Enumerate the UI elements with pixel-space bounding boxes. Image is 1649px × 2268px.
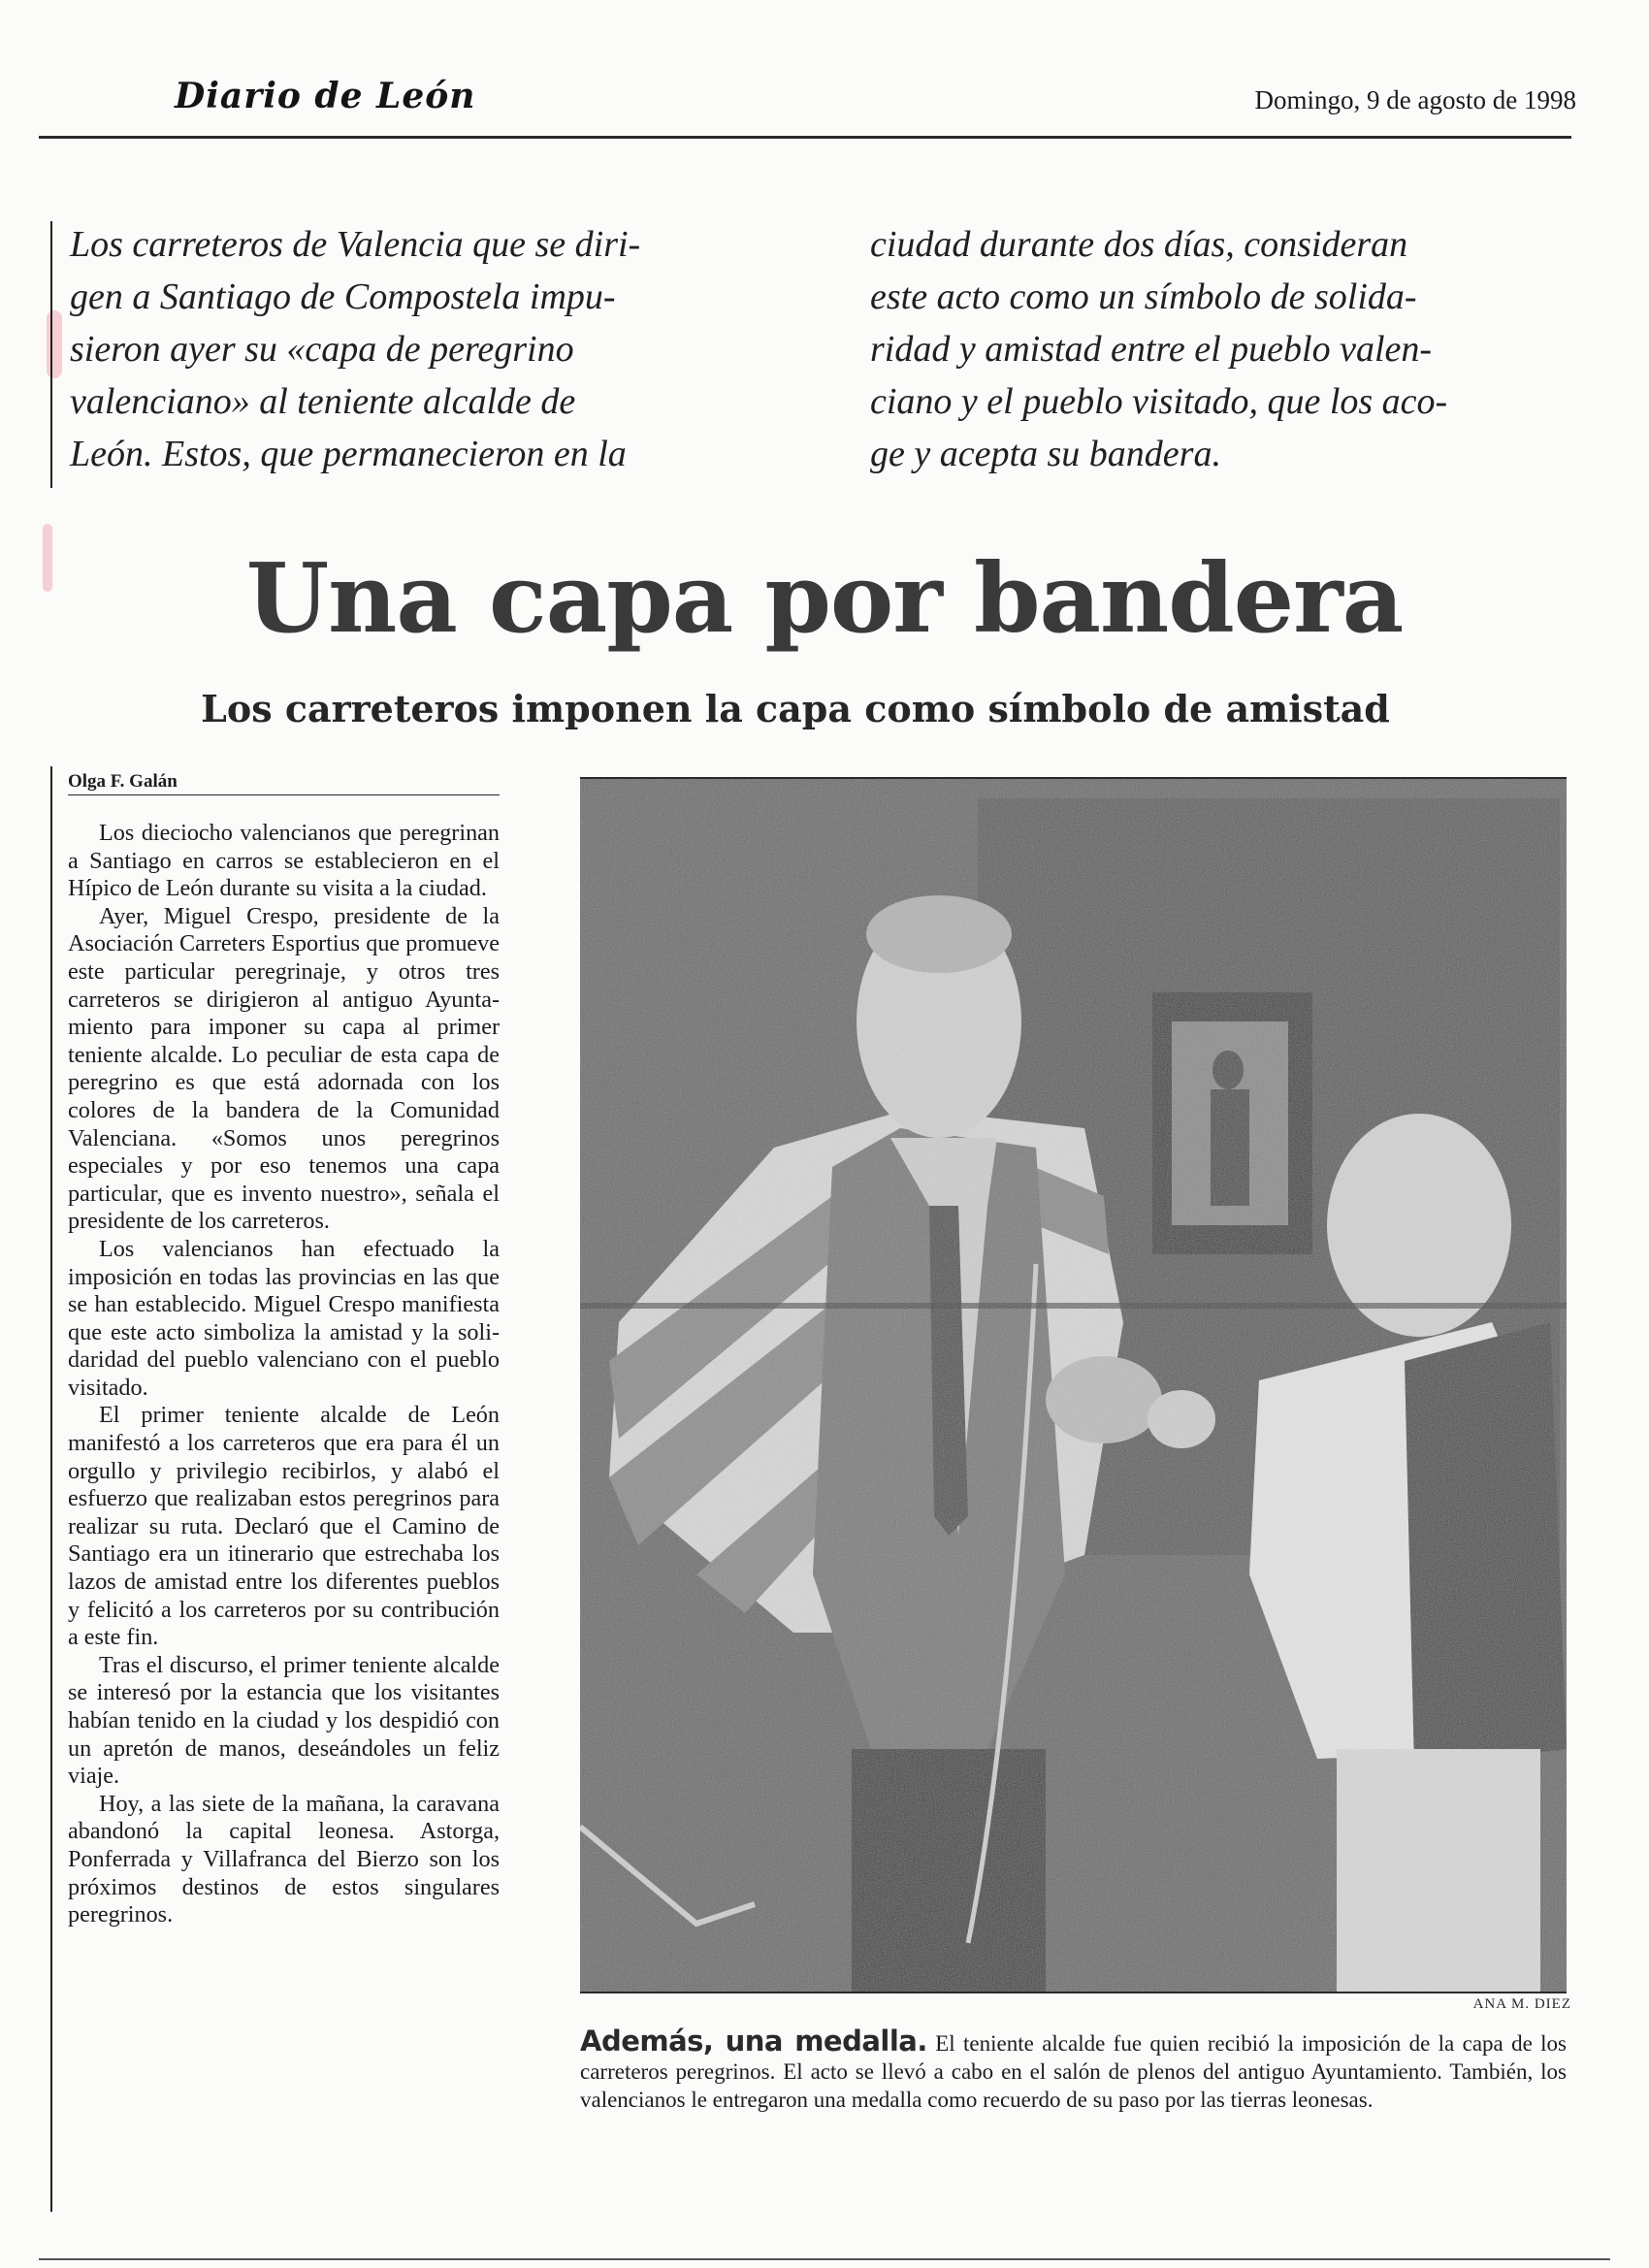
intro-line: León. Estos, que permanecieron en la [70, 434, 627, 474]
margin-stain [47, 310, 62, 378]
intro-column-rule [50, 221, 52, 488]
body-paragraph: Ayer, Miguel Crespo, presidente de la Asociación Carreters Esportius que promueve este particular peregrinaje, y otros tres carreteros se dirigieron al antiguo Ayuntamiento para imponer su capa al primer teniente alcalde. Lo peculiar de esta capa de peregrino es que está adornada con los colores de la bandera de la Comunidad Valenciana. «Somos unos peregrinos especiales y por eso tenemos una capa particular, que es invento nuestro», señala el presidente de los carreteros. [68, 902, 500, 1235]
photo-vest-2 [1405, 1322, 1567, 1768]
caption-text: El teniente alcalde fue quien recibió la imposición de la capa de los carreteros peregrinos. El acto se llevó a cabo en el salón de plenos del antiguo Ayuntamiento. También, los valencianos le entregaron una medalla como recuerdo de su paso por las tierras leonesas. [580, 2031, 1567, 2112]
intro-line: Los carreteros de Valencia que se diri- [70, 224, 641, 265]
intro-line: ridad y amistad entre el pueblo valen- [870, 329, 1433, 370]
intro-line: ge y acepta su bandera. [870, 434, 1221, 474]
article-body [68, 820, 500, 1929]
caption-lead: Además, una medalla. [580, 2025, 927, 2057]
body-paragraph: Los dieciocho valencianos que peregrinan a Santiago en carros se establecieron en el Hípico de León durante su visita a la ciudad. [68, 820, 500, 902]
photo-illustration [580, 779, 1567, 1992]
intro-column-2 [870, 218, 1607, 480]
intro-line: este acto como un símbolo de solida- [870, 276, 1417, 317]
body-paragraph: Hoy, a las siete de la mañana, la caravana abandonó la capital leonesa. Astorga, Ponferrada y Villafranca del Bierzo son los próximos destinos de estos singulares peregrinos. [68, 1790, 500, 1928]
subheadline: Los carreteros imponen la capa como símbolo de amistad [201, 687, 1390, 730]
body-paragraph: El primer teniente alcalde de León manifestó a los carreteros que era para él un orgullo y privilegio recibirlos, y alabó el esfuerzo que realizaban estos peregrinos para realizar su ruta. Declaró que el Camino de Santiago era un itinerario que estrechaba los lazos de amistad entre los diferentes pueblos y felicitó a los carreteros por su contribución a este fin. [68, 1402, 500, 1651]
byline: Olga F. Galán [68, 771, 500, 795]
photo-caption [580, 2027, 1567, 2114]
body-column-rule [50, 766, 52, 2212]
intro-column-1 [70, 218, 807, 480]
intro-line: gen a Santiago de Compostela impu- [70, 276, 616, 317]
masthead-divider [39, 136, 1571, 139]
page-bottom-rule [39, 2258, 1610, 2260]
news-photo [580, 777, 1567, 1993]
intro-line: ciano y el pueblo visitado, que los aco- [870, 381, 1448, 422]
body-paragraph: Tras el discurso, el primer teniente alcalde se interesó por la estancia que los visitantes habían tenido en la ciudad y los despidió con un apretón de manos, deseándoles un feliz viaje. [68, 1651, 500, 1790]
publication-date: Domingo, 9 de agosto de 1998 [1254, 85, 1576, 114]
body-paragraph: Los valencianos han efectuado la imposición en todas las provincias en las que se han establecido. Miguel Crespo manifiesta que este acto simboliza la amistad y la solidaridad del pueblo valenciano con el pueblo visitado. [68, 1235, 500, 1401]
intro-line: ciudad durante dos días, consideran [870, 224, 1408, 265]
headline: Una capa por bandera [245, 543, 1404, 655]
intro-line: sieron ayer su «capa de peregrino [70, 329, 574, 370]
intro-line: valenciano» al teniente alcalde de [70, 381, 576, 422]
photo-credit: ANA M. DIEZ [1472, 1996, 1571, 2012]
newspaper-logo: Diario de León [175, 76, 476, 116]
